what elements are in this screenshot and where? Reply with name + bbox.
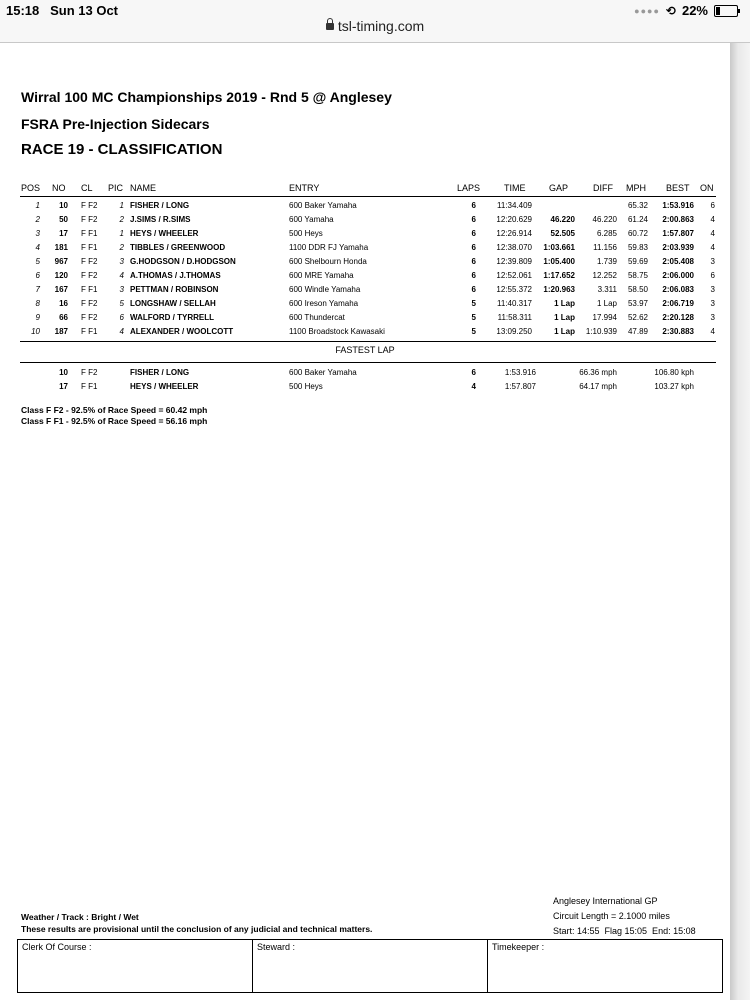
cell-time: 12:39.809 [496, 257, 532, 266]
cell-time: 12:26.914 [496, 229, 532, 238]
cell-pos: 6 [35, 271, 40, 280]
table-row [0, 255, 730, 269]
cell-on: 3 [710, 299, 715, 308]
cell-pos: 2 [35, 215, 40, 224]
fastest-lap-divider [20, 362, 716, 363]
status-icons [634, 3, 738, 18]
cell-gap: 1 Lap [554, 299, 575, 308]
cell-time: 12:52.061 [496, 271, 532, 280]
cell-class: F F1 [81, 285, 98, 294]
cell-class: F F2 [81, 313, 98, 322]
cell-class: F F2 [81, 368, 98, 377]
cell-gap: 52.505 [550, 229, 575, 238]
col-pos: POS [21, 183, 41, 193]
fastest-lap-title: FASTEST LAP [335, 345, 395, 355]
cell-pic: 1 [119, 201, 124, 210]
cell-best: 2:00.863 [662, 215, 694, 224]
cell-class: F F1 [81, 327, 98, 336]
cell-mph: 59.83 [627, 243, 648, 252]
cell-pos: 9 [35, 313, 40, 322]
cell-laps: 6 [471, 257, 476, 266]
cell-on: 4 [710, 327, 715, 336]
signature-boxes [17, 939, 723, 993]
cell-mph: 58.75 [627, 271, 648, 280]
results-page [0, 43, 730, 1000]
cell-diff: 46.220 [592, 215, 617, 224]
cell-pos: 3 [35, 229, 40, 238]
cell-class: F F2 [81, 201, 98, 210]
page-edge [730, 43, 750, 1000]
cell-no: 181 [54, 243, 68, 252]
cell-pic: 5 [119, 299, 124, 308]
cell-name: WALFORD / TYRRELL [130, 313, 214, 322]
cell-best: 2:20.128 [662, 313, 694, 322]
status-bar [0, 0, 750, 43]
cell-pos: 4 [35, 243, 40, 252]
cell-entry: 600 Windle Yamaha [289, 285, 361, 294]
cell-class: F F2 [81, 299, 98, 308]
circuit-length: Circuit Length = 2.1000 miles [553, 911, 670, 921]
circuit-name: Anglesey International GP [553, 896, 658, 906]
race-title: RACE 19 - CLASSIFICATION [21, 141, 223, 158]
cell-name: HEYS / WHEELER [130, 382, 199, 391]
cell-name: FISHER / LONG [130, 368, 190, 377]
cell-kph: 103.27 kph [654, 382, 694, 391]
table-row [0, 241, 730, 255]
cell-time: 1:53.916 [504, 368, 536, 377]
col-laps: LAPS [457, 183, 481, 193]
cell-no: 120 [54, 271, 68, 280]
cell-pos: 1 [35, 201, 40, 210]
cell-pos: 10 [31, 327, 40, 336]
cell-no: 10 [59, 368, 68, 377]
fastest-lap-row [0, 366, 730, 380]
cell-laps: 5 [471, 313, 476, 322]
cell-no: 187 [54, 327, 68, 336]
table-row [0, 297, 730, 311]
fastest-lap-row [0, 380, 730, 394]
cell-diff: 1 Lap [596, 299, 617, 308]
cell-on: 6 [710, 201, 715, 210]
col-on: ON [700, 183, 714, 193]
cell-diff: 11.156 [593, 243, 617, 252]
cell-entry: 600 MRE Yamaha [289, 271, 354, 280]
cell-no: 17 [59, 382, 68, 391]
cell-laps: 5 [471, 327, 476, 336]
col-pic: PIC [108, 183, 124, 193]
cell-mph: 65.32 [627, 201, 648, 210]
table-row [0, 283, 730, 297]
table-row [0, 213, 730, 227]
cell-pic: 3 [119, 257, 124, 266]
cell-gap: 1:20.963 [543, 285, 575, 294]
cell-on: 4 [710, 215, 715, 224]
provisional-text: These results are provisional until the conclusion of any judicial and technical matters. [21, 924, 373, 934]
cell-time: 12:38.070 [496, 243, 532, 252]
cell-pos: 7 [35, 285, 40, 294]
circuit-info [553, 894, 696, 939]
cell-entry: 600 Baker Yamaha [289, 201, 357, 210]
race-times: Start: 14:55 Flag 15:05 End: 15:08 [553, 926, 696, 936]
cell-best: 2:06.000 [662, 271, 694, 280]
cell-entry: 600 Thundercat [289, 313, 345, 322]
cell-laps: 6 [471, 243, 476, 252]
table-row [0, 325, 730, 339]
signal-icon: ●●●● [634, 5, 660, 16]
cell-entry: 1100 Broadstock Kawasaki [289, 327, 385, 336]
status-time: 15:18 Sun 13 Oct [6, 3, 119, 18]
cell-time: 13:09.250 [496, 327, 532, 336]
cell-entry: 1100 DDR FJ Yamaha [289, 243, 369, 252]
column-headers [0, 183, 730, 195]
cell-laps: 6 [471, 285, 476, 294]
steward-box: Steward : [253, 940, 488, 992]
race-speed-notes [21, 405, 207, 427]
cell-diff: 3.311 [597, 285, 617, 294]
table-row [0, 227, 730, 241]
cell-mph: 59.69 [627, 257, 648, 266]
cell-class: F F1 [81, 382, 98, 391]
cell-entry: 500 Heys [289, 229, 323, 238]
cell-laps: 5 [471, 299, 476, 308]
cell-gap: 1:03.661 [543, 243, 575, 252]
header-divider [20, 196, 716, 197]
cell-on: 3 [710, 257, 715, 266]
cell-mph: 64.17 mph [579, 382, 617, 391]
cell-name: G.HODGSON / D.HODGSON [130, 257, 236, 266]
cell-laps: 6 [471, 271, 476, 280]
cell-entry: 600 Ireson Yamaha [289, 299, 359, 308]
note-line: Class F F2 - 92.5% of Race Speed = 60.42 mph [21, 405, 208, 415]
class-title: FSRA Pre-Injection Sidecars [21, 116, 210, 132]
cell-diff: 17.994 [592, 313, 617, 322]
cell-name: PETTMAN / ROBINSON [130, 285, 219, 294]
cell-gap: 1:05.400 [543, 257, 575, 266]
cell-diff: 12.252 [592, 271, 617, 280]
cell-entry: 500 Heys [289, 382, 323, 391]
cell-diff: 1:10.939 [585, 327, 617, 336]
table-divider [20, 341, 716, 342]
cell-on: 3 [710, 313, 715, 322]
cell-laps: 6 [471, 229, 476, 238]
battery-percent: 22% [681, 3, 708, 18]
cell-no: 50 [59, 215, 68, 224]
cell-best: 2:06.719 [662, 299, 694, 308]
cell-entry: 600 Baker Yamaha [289, 368, 357, 377]
url-text: tsl-timing.com [337, 18, 425, 34]
cell-pos: 8 [35, 299, 40, 308]
cell-mph: 60.72 [627, 229, 648, 238]
cell-pic: 6 [119, 313, 124, 322]
cell-mph: 58.50 [627, 285, 648, 294]
cell-pic: 2 [119, 215, 124, 224]
cell-no: 16 [59, 299, 68, 308]
table-row [0, 311, 730, 325]
col-gap: GAP [549, 183, 569, 193]
results-table [0, 199, 730, 339]
battery-icon [714, 5, 738, 17]
cell-laps: 6 [471, 215, 476, 224]
cell-on: 3 [710, 285, 715, 294]
cell-time: 11:58.311 [497, 313, 532, 322]
cell-mph: 47.89 [627, 327, 648, 336]
cell-pic: 3 [119, 285, 124, 294]
cell-class: F F1 [81, 229, 98, 238]
orientation-lock-icon: ⟲ [665, 3, 676, 18]
cell-best: 2:03.939 [662, 243, 694, 252]
cell-pos: 5 [35, 257, 40, 266]
cell-best: 1:57.807 [662, 229, 694, 238]
cell-name: J.SIMS / R.SIMS [130, 215, 191, 224]
cell-pic: 4 [119, 327, 124, 336]
cell-name: ALEXANDER / WOOLCOTT [130, 327, 234, 336]
lock-icon [326, 23, 334, 30]
cell-gap: 46.220 [550, 215, 575, 224]
cell-on: 4 [710, 243, 715, 252]
cell-mph: 52.62 [627, 313, 648, 322]
cell-pic: 2 [119, 243, 124, 252]
cell-time: 11:34.409 [497, 201, 532, 210]
cell-no: 66 [59, 313, 68, 322]
weather-text: Weather / Track : Bright / Wet [21, 912, 139, 922]
col-no: NO [52, 183, 66, 193]
col-name: NAME [130, 183, 157, 193]
cell-class: F F2 [81, 215, 98, 224]
cell-time: 1:57.807 [504, 382, 536, 391]
cell-diff: 1.739 [596, 257, 617, 266]
cell-best: 1:53.916 [662, 201, 694, 210]
cell-diff: 6.285 [596, 229, 617, 238]
cell-mph: 66.36 mph [579, 368, 617, 377]
cell-pic: 4 [119, 271, 124, 280]
cell-class: F F1 [81, 243, 98, 252]
cell-no: 10 [59, 201, 68, 210]
footer-notes [21, 911, 372, 935]
cell-no: 167 [54, 285, 68, 294]
cell-name: TIBBLES / GREENWOOD [130, 243, 226, 252]
cell-gap: 1:17.652 [543, 271, 575, 280]
clerk-box: Clerk Of Course : [18, 940, 253, 992]
cell-name: FISHER / LONG [130, 201, 190, 210]
fastest-lap-table [0, 366, 730, 394]
timekeeper-box: Timekeeper : [492, 942, 545, 952]
col-cl: CL [81, 183, 93, 193]
cell-no: 967 [54, 257, 68, 266]
url-bar[interactable] [0, 18, 750, 34]
cell-name: A.THOMAS / J.THOMAS [130, 271, 221, 280]
cell-lap: 6 [471, 368, 476, 377]
table-row [0, 269, 730, 283]
note-line: Class F F1 - 92.5% of Race Speed = 56.16 mph [21, 416, 208, 426]
cell-time: 12:20.629 [496, 215, 532, 224]
cell-entry: 600 Yamaha [289, 215, 334, 224]
col-entry: ENTRY [289, 183, 320, 193]
col-mph: MPH [626, 183, 646, 193]
cell-gap: 1 Lap [554, 313, 575, 322]
cell-entry: 600 Shelbourn Honda [289, 257, 367, 266]
cell-time: 12:55.372 [496, 285, 532, 294]
cell-on: 4 [710, 229, 715, 238]
cell-best: 2:06.083 [662, 285, 694, 294]
cell-time: 11:40.317 [497, 299, 532, 308]
cell-lap: 4 [471, 382, 476, 391]
cell-no: 17 [59, 229, 68, 238]
cell-mph: 53.97 [627, 299, 648, 308]
cell-on: 6 [710, 271, 715, 280]
cell-best: 2:30.883 [662, 327, 694, 336]
cell-class: F F2 [81, 257, 98, 266]
col-best: BEST [666, 183, 690, 193]
cell-class: F F2 [81, 271, 98, 280]
cell-best: 2:05.408 [662, 257, 694, 266]
cell-name: HEYS / WHEELER [130, 229, 199, 238]
cell-gap: 1 Lap [554, 327, 575, 336]
cell-name: LONGSHAW / SELLAH [130, 299, 216, 308]
event-title: Wirral 100 MC Championships 2019 - Rnd 5 @ Anglesey [21, 89, 392, 105]
table-row [0, 199, 730, 213]
col-diff: DIFF [593, 183, 613, 193]
cell-pic: 1 [119, 229, 124, 238]
cell-mph: 61.24 [627, 215, 648, 224]
col-time: TIME [504, 183, 526, 193]
cell-kph: 106.80 kph [654, 368, 694, 377]
cell-laps: 6 [471, 201, 476, 210]
